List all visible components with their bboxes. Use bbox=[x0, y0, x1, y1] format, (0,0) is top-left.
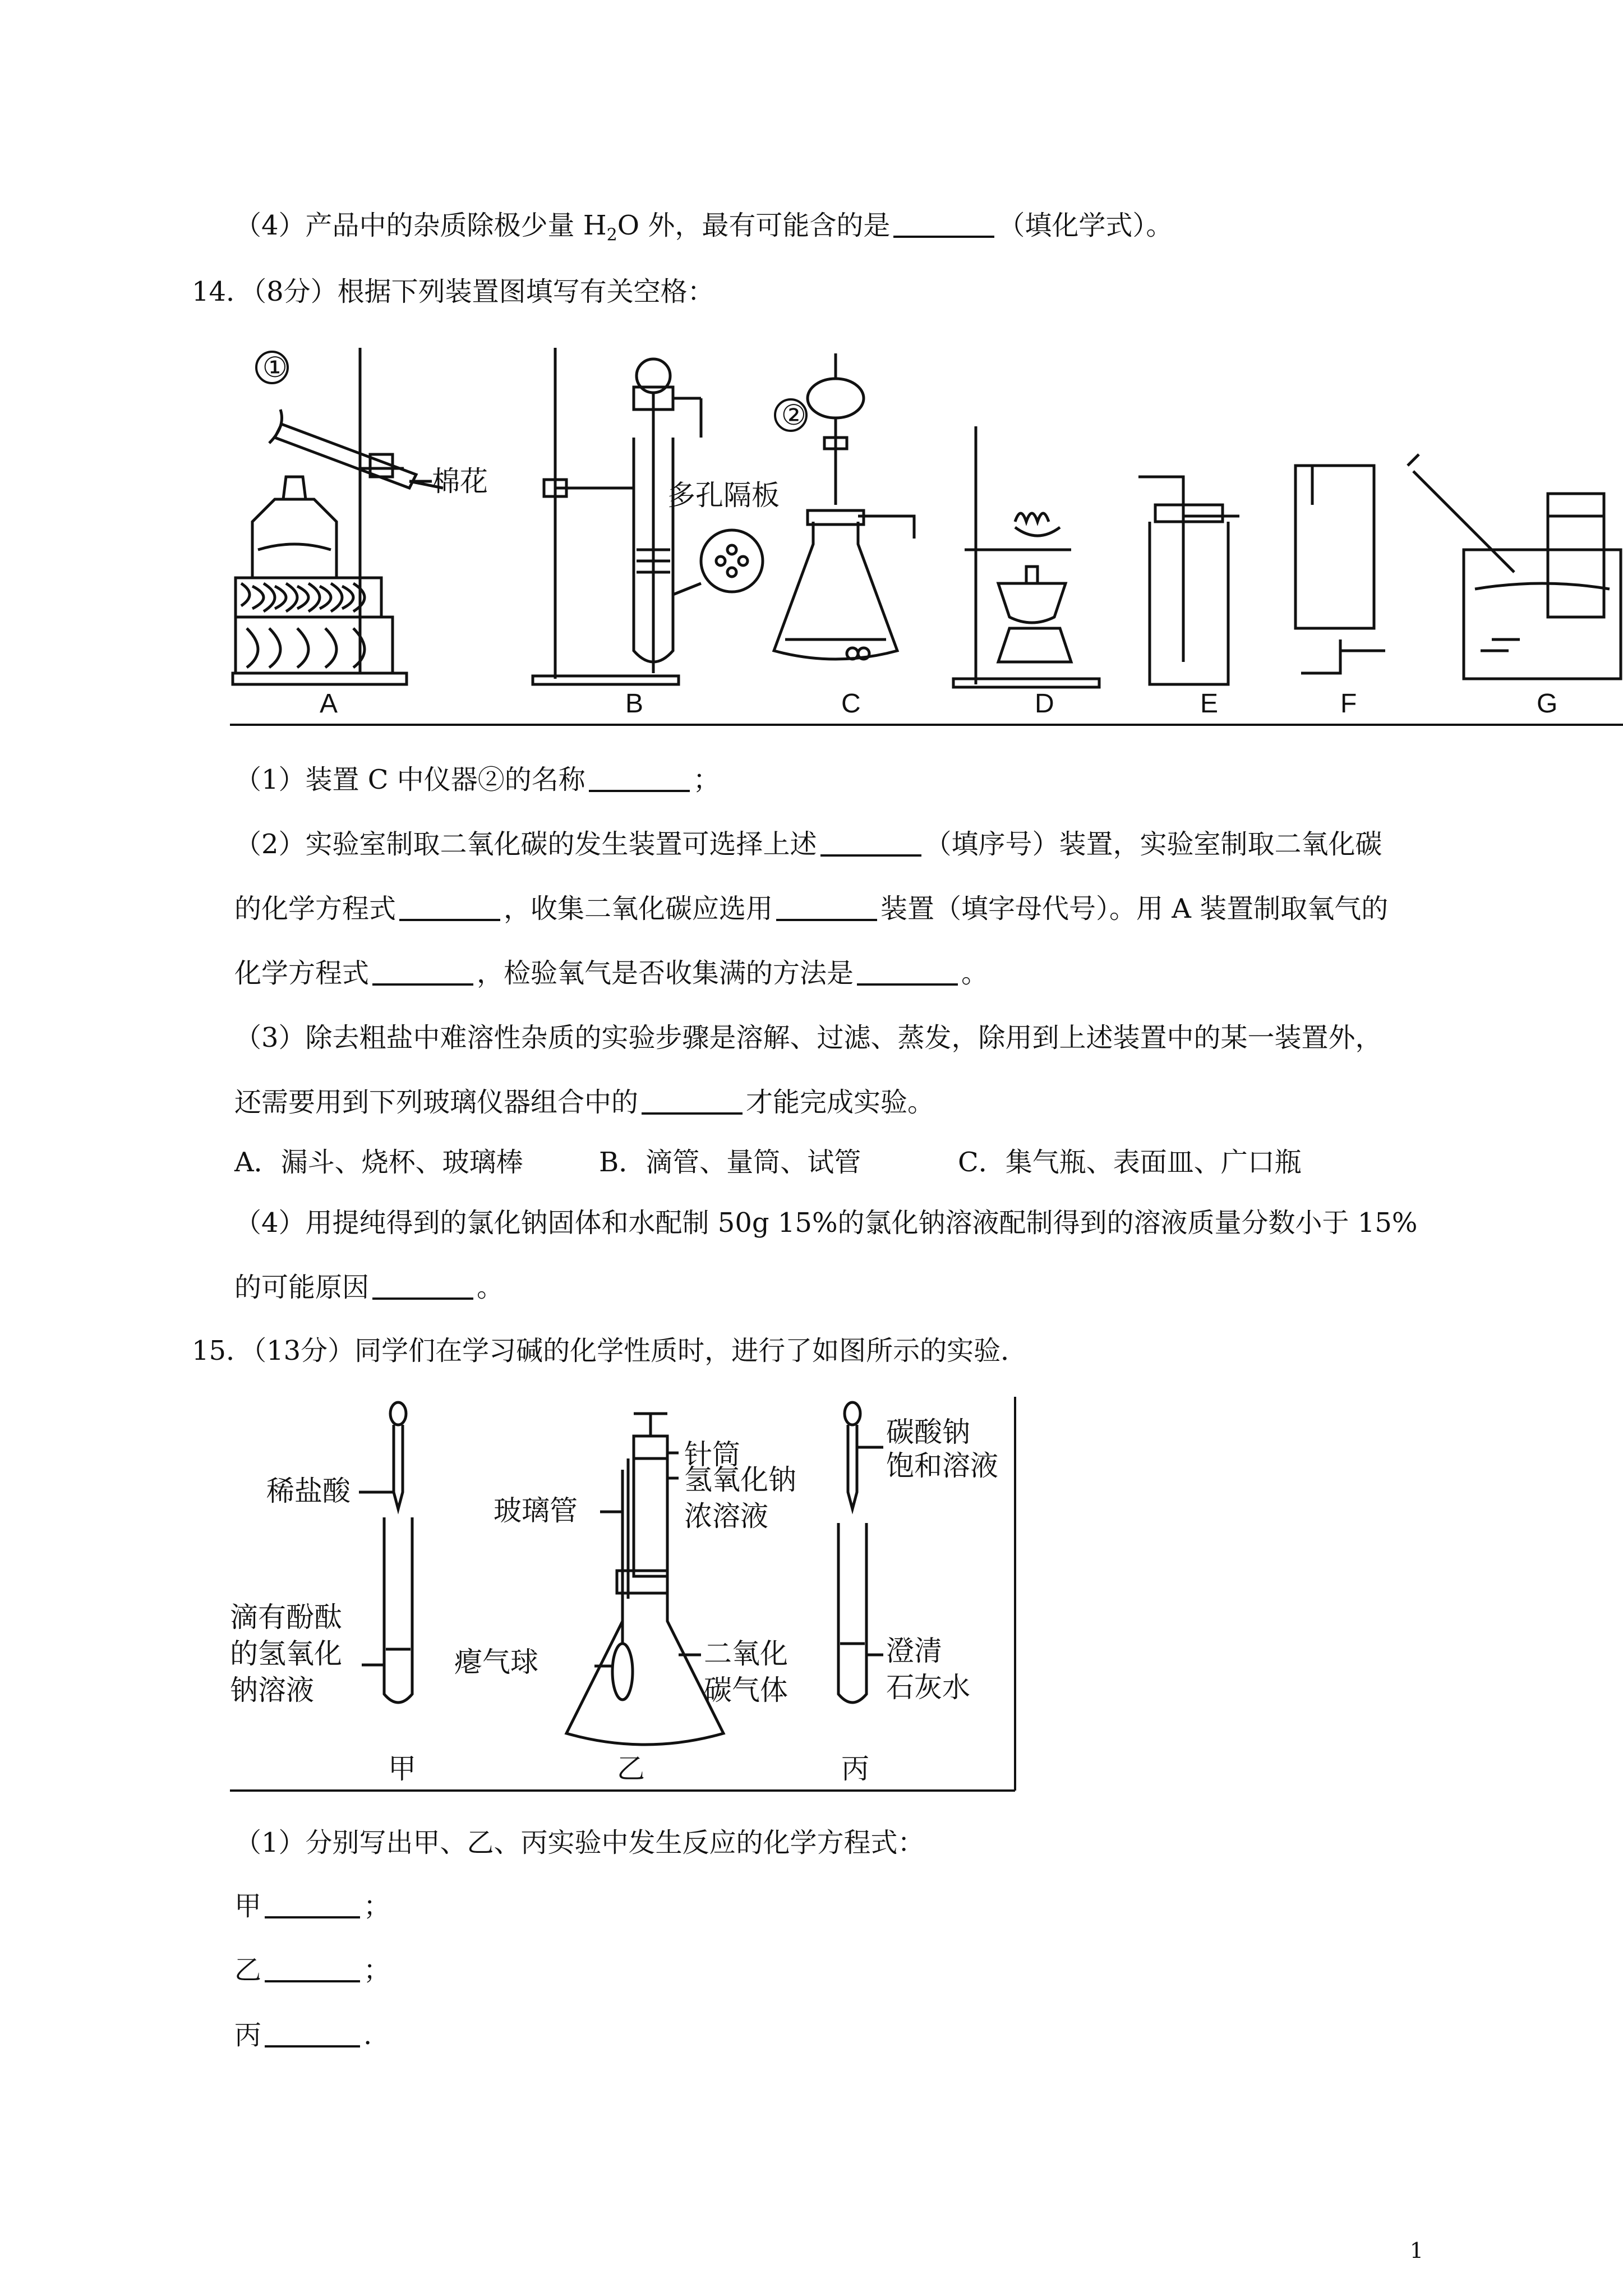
q15-title: 15．（13分）同学们在学习碱的化学性质时，进行了如图所示的实验． bbox=[192, 1335, 1028, 1366]
na2co3-label-2: 饱和溶液 bbox=[886, 1450, 998, 1482]
q14-option-c: C．集气瓶、表面皿、广口瓶 bbox=[958, 1147, 1302, 1178]
balloon-label: 瘪气球 bbox=[454, 1646, 538, 1678]
syringe-label: 针筒 bbox=[684, 1438, 740, 1471]
q15-jia: 甲 ； bbox=[234, 1890, 391, 1922]
label-jia: 甲 bbox=[388, 1752, 416, 1785]
q14-p2: （2）实验室制取二氧化碳的发生装置可选择上述 （填序号）装置，实验室制取二氧化碳 bbox=[234, 829, 1382, 860]
answer-blank[interactable] bbox=[372, 1271, 473, 1300]
answer-blank[interactable] bbox=[776, 892, 877, 921]
marker-2: ② bbox=[781, 399, 806, 431]
label-yi: 乙 bbox=[617, 1752, 645, 1785]
q14-p5: （3）除去粗盐中难溶性杂质的实验步骤是溶解、过滤、蒸发，除用到上述装置中的某一装置外， bbox=[234, 1022, 1382, 1053]
marker-1: ① bbox=[262, 351, 288, 384]
q15-yi: 乙 ； bbox=[234, 1954, 391, 1986]
q14-p6: 还需要用到下列玻璃仪器组合中的 才能完成实验。 bbox=[234, 1087, 935, 1118]
label-D: D bbox=[1035, 689, 1054, 719]
q14-title: 14．（8分）根据下列装置图填写有关空格： bbox=[192, 276, 714, 307]
q14-p1: （1）装置 C 中仪器②的名称 ； bbox=[234, 764, 720, 795]
label-B: B bbox=[625, 689, 644, 719]
q14-p7: （4）用提纯得到的氯化钠固体和水配制 50g 15%的氯化钠溶液配制得到的溶液质量分数小于 15% bbox=[234, 1207, 1418, 1239]
label-E: E bbox=[1200, 689, 1219, 719]
q15-bing: 丙 . bbox=[234, 2019, 372, 2051]
conc-naoh-label-1: 氢氧化钠 bbox=[684, 1464, 796, 1496]
q15-p1: （1）分别写出甲、乙、丙实验中发生反应的化学方程式： bbox=[234, 1827, 925, 1858]
naoh-label-2: 的氢氧化 bbox=[230, 1637, 342, 1670]
answer-blank[interactable] bbox=[857, 956, 958, 986]
q14-option-a: A．漏斗、烧杯、玻璃棒 bbox=[234, 1147, 523, 1178]
answer-blank[interactable] bbox=[265, 1889, 360, 1918]
page-number: 1 bbox=[1409, 2238, 1423, 2263]
q15-experiment-figure bbox=[230, 1397, 1026, 1795]
co2-label-1: 二氧化 bbox=[704, 1637, 788, 1670]
dilute-hcl-label: 稀盐酸 bbox=[266, 1475, 351, 1507]
label-G: G bbox=[1537, 689, 1558, 719]
glass-tube-label: 玻璃管 bbox=[494, 1494, 578, 1527]
na2co3-label-1: 碳酸钠 bbox=[886, 1416, 970, 1448]
label-bing: 丙 bbox=[841, 1752, 869, 1785]
naoh-label-3: 钠溶液 bbox=[230, 1674, 314, 1706]
q14-apparatus-figure bbox=[230, 337, 1623, 740]
baffle-label: 多孔隔板 bbox=[667, 479, 780, 512]
answer-blank[interactable] bbox=[265, 2018, 360, 2047]
answer-blank[interactable] bbox=[589, 763, 690, 792]
answer-blank[interactable] bbox=[372, 956, 473, 986]
q14-option-b: B．滴管、量筒、试管 bbox=[599, 1147, 861, 1178]
limewater-label-2: 石灰水 bbox=[886, 1671, 970, 1704]
label-A: A bbox=[320, 689, 338, 719]
answer-blank[interactable] bbox=[642, 1085, 743, 1115]
limewater-label-1: 澄清 bbox=[886, 1635, 942, 1667]
label-F: F bbox=[1340, 689, 1357, 719]
cotton-label: 棉花 bbox=[432, 465, 488, 498]
naoh-label-1: 滴有酚酞 bbox=[230, 1601, 342, 1634]
answer-blank[interactable] bbox=[265, 1953, 360, 1982]
label-C: C bbox=[841, 689, 861, 719]
q14-p3: 的化学方程式 ，收集二氧化碳应选用 装置（填字母代号）。用 A 装置制取氧气的 bbox=[234, 893, 1389, 924]
q13-4-line: （4）产品中的杂质除极少量 $H_2O$ 外，最有可能含的是 （填化学式）。 bbox=[234, 210, 1173, 245]
conc-naoh-label-2: 浓溶液 bbox=[684, 1500, 768, 1533]
answer-blank[interactable] bbox=[399, 892, 500, 921]
co2-label-2: 碳气体 bbox=[704, 1674, 788, 1706]
answer-blank[interactable] bbox=[820, 827, 921, 857]
q14-p8: 的可能原因 。 bbox=[234, 1272, 504, 1303]
q14-p4: 化学方程式 ，检验氧气是否收集满的方法是 。 bbox=[234, 958, 989, 989]
answer-blank[interactable] bbox=[893, 209, 994, 238]
